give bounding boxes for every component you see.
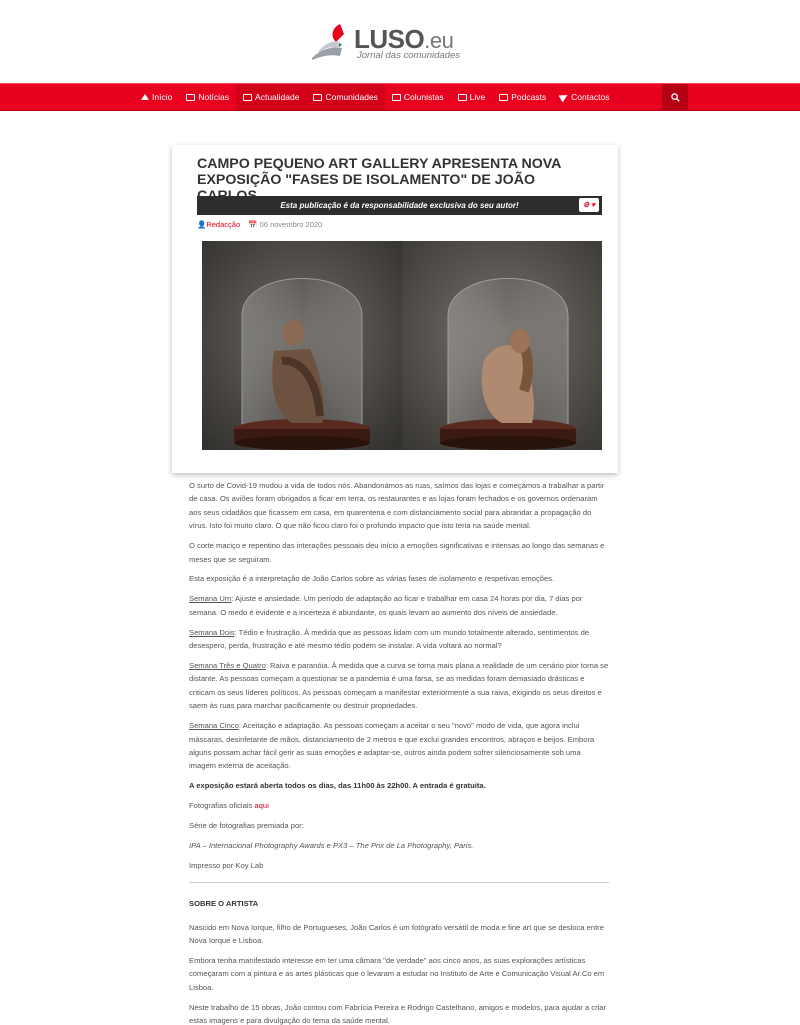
home-icon <box>141 94 149 100</box>
paragraph: Neste trabalho de 15 obras, João contou com Fabrícia Pereira e Rodrigo Castelhano, amigos e modelos, para ajudar a criar estas imagens e para divulgação do tema da saúde mental. <box>189 1002 607 1025</box>
main-nav <box>0 83 800 111</box>
week-three-four-label: Semana Três e Quatro <box>189 660 266 670</box>
opening-hours: A exposição estará aberta todos os dias, das 11h00 às 22h00. A entrada é gratuita. <box>189 781 486 791</box>
send-icon <box>559 92 570 103</box>
search-button[interactable] <box>662 84 688 110</box>
nav-item-comunidades[interactable]: Comunidades <box>306 84 384 110</box>
gear-icon: ⚙ ▾ <box>583 202 595 209</box>
article-card <box>172 145 618 473</box>
paragraph-week-three-four: Semana Três e Quatro: Raiva e paranóia. À medida que a curva se torna mais plana a realidade de um cenário pior torna se distante. As pessoas começam a questionar se a pandemia é uma farsa, se as medidas foram demasiado drásticas e criticam os seus líderes políticos. As pessoas começam a manifestar exteriormente a sua raiva, exigindo os seus direitos e saem às ruas para marchar pacificamente ou destruir propriedades. <box>189 660 609 711</box>
logo-tld: .eu <box>424 28 454 53</box>
nav-item-colunistas[interactable]: Colunistas <box>385 84 451 110</box>
article-date: 06 novembro 2020 <box>259 220 323 229</box>
newspaper-icon <box>243 94 252 101</box>
author-notice-bar <box>197 196 602 215</box>
author-notice-text: Esta publicação é da responsabilidade exclusiva do seu autor! <box>280 201 519 210</box>
nav-item-actualidade[interactable]: Actualidade <box>236 84 306 110</box>
divider <box>189 882 609 883</box>
newspaper-icon <box>499 94 508 101</box>
article-photo <box>202 241 602 450</box>
week-two-label: Semana Dois <box>189 627 235 637</box>
paragraph-week-two: Semana Dois: Tédio e frustração. À medida que as pessoas lidam com um mundo totalmente alterado, sentimentos de desespero, perda, frustração e até mesmo tédio podem se instalar. A vida voltará ao normal? <box>189 627 590 651</box>
printed-line: Impresso por Koy Lab <box>189 860 264 870</box>
paragraph: Esta exposição é a interpretação de João Carlos sobre as várias fases de isolamento e respetivas emoções. <box>189 574 555 584</box>
nav-item-inicio[interactable]: Início <box>134 84 179 110</box>
paragraph: Embora tenha manifestado interesse em ter uma câmara "de verdade" aos cinco anos, as suas explorações artísticas começaram com a pintura e as artes plásticas que o levaram a estudar no Instituto de Arte e Comunicação Visual Ar.Co em Lisboa. <box>189 955 605 992</box>
paragraph: O surto de Covid-19 mudou a vida de todos nós. Abandonámos as ruas, saímos das lojas e começámos a trabalhar a partir de casa. Os aviões foram obrigados a ficar em terra, os restaurantes e as lojas foram fechados e os governos ordenaram aos seus cidadãos que ficassem em casa, em quarentena e com distanciamento social para abrandar a propagação do vírus. Isto foi muito claro. O que não ficou claro foi o profundo impacto que isto teria na saúde mental. <box>189 481 605 531</box>
user-icon: 👤 <box>197 220 207 229</box>
exhibition-photo <box>202 241 602 450</box>
photos-line: Fotografias oficiais aqui <box>189 801 269 811</box>
search-icon <box>671 93 680 102</box>
photos-link[interactable]: aqui <box>254 801 269 811</box>
paragraph-week-five: Semana Cinco: Aceitação e adaptação. As pessoas começam a aceitar o seu "novo" modo de vida, que agora inclui máscaras, desinfetante de mãos, distanciamento de 2 metros e que exclui grandes encontros, abraços e beijos. Embora alguns possam achar fácil gerir as suas emoções e adaptar-se, outros ainda podem sofrer silenciosamente sob uma imagem externa de aceitação. <box>189 721 595 771</box>
paragraph: O corte maciço e repentino das interações pessoais deu início a emoções significativas e intensas ao longo das semanas e meses que se seguiram. <box>189 541 605 564</box>
article-tools-button[interactable] <box>579 198 599 212</box>
logo-mark-icon <box>310 22 356 62</box>
logo-tagline: Jornal das comunidades <box>357 50 460 61</box>
paragraph: Nascido em Nova Iorque, filho de Portugueses, João Carlos é um fotógrafo versátil de moda e fine art que se desloca entre Nova Iorque e Lisboa. <box>189 922 604 946</box>
artist-heading: SOBRE O ARTISTA <box>189 899 259 909</box>
site-logo[interactable] <box>310 18 480 64</box>
logo-text: LUSO.eu <box>354 24 454 54</box>
newspaper-icon <box>392 94 401 101</box>
article-meta <box>197 220 322 229</box>
nav-item-live[interactable]: Live <box>451 84 493 110</box>
newspaper-icon <box>186 94 195 101</box>
nav-item-podcasts[interactable]: Podcasts <box>492 84 553 110</box>
series-line: Série de fotografias premiada por: <box>189 821 304 831</box>
article-body <box>189 479 609 1025</box>
nav-item-noticias[interactable]: Notícias <box>179 84 236 110</box>
site-header <box>0 0 800 83</box>
week-one-label: Semana Um <box>189 594 232 604</box>
film-icon <box>458 94 467 101</box>
paragraph-week-one: Semana Um: Ajuste e ansiedade. Um período de adaptação ao ficar e trabalhar em casa 24 horas por dia, 7 dias por semana. O medo é evidente e a incerteza é abundante, os quais levam ao aumento dos níveis de ansiedade. <box>189 594 583 617</box>
nav-item-contactos[interactable]: Contactos <box>553 84 616 110</box>
calendar-icon: 📅 <box>248 220 258 229</box>
article-title: CAMPO PEQUENO ART GALLERY APRESENTA NOVA EXPOSIÇÃO "FASES DE ISOLAMENTO" DE JOÃO <box>197 156 561 188</box>
newspaper-icon <box>313 94 322 101</box>
awards-line: IPA – Internacional Photography Awards e PX3 – The Prix de La Photography, Paris. <box>189 840 474 850</box>
article-author[interactable]: Redacção <box>206 220 241 229</box>
week-five-label: Semana Cinco <box>189 721 239 731</box>
